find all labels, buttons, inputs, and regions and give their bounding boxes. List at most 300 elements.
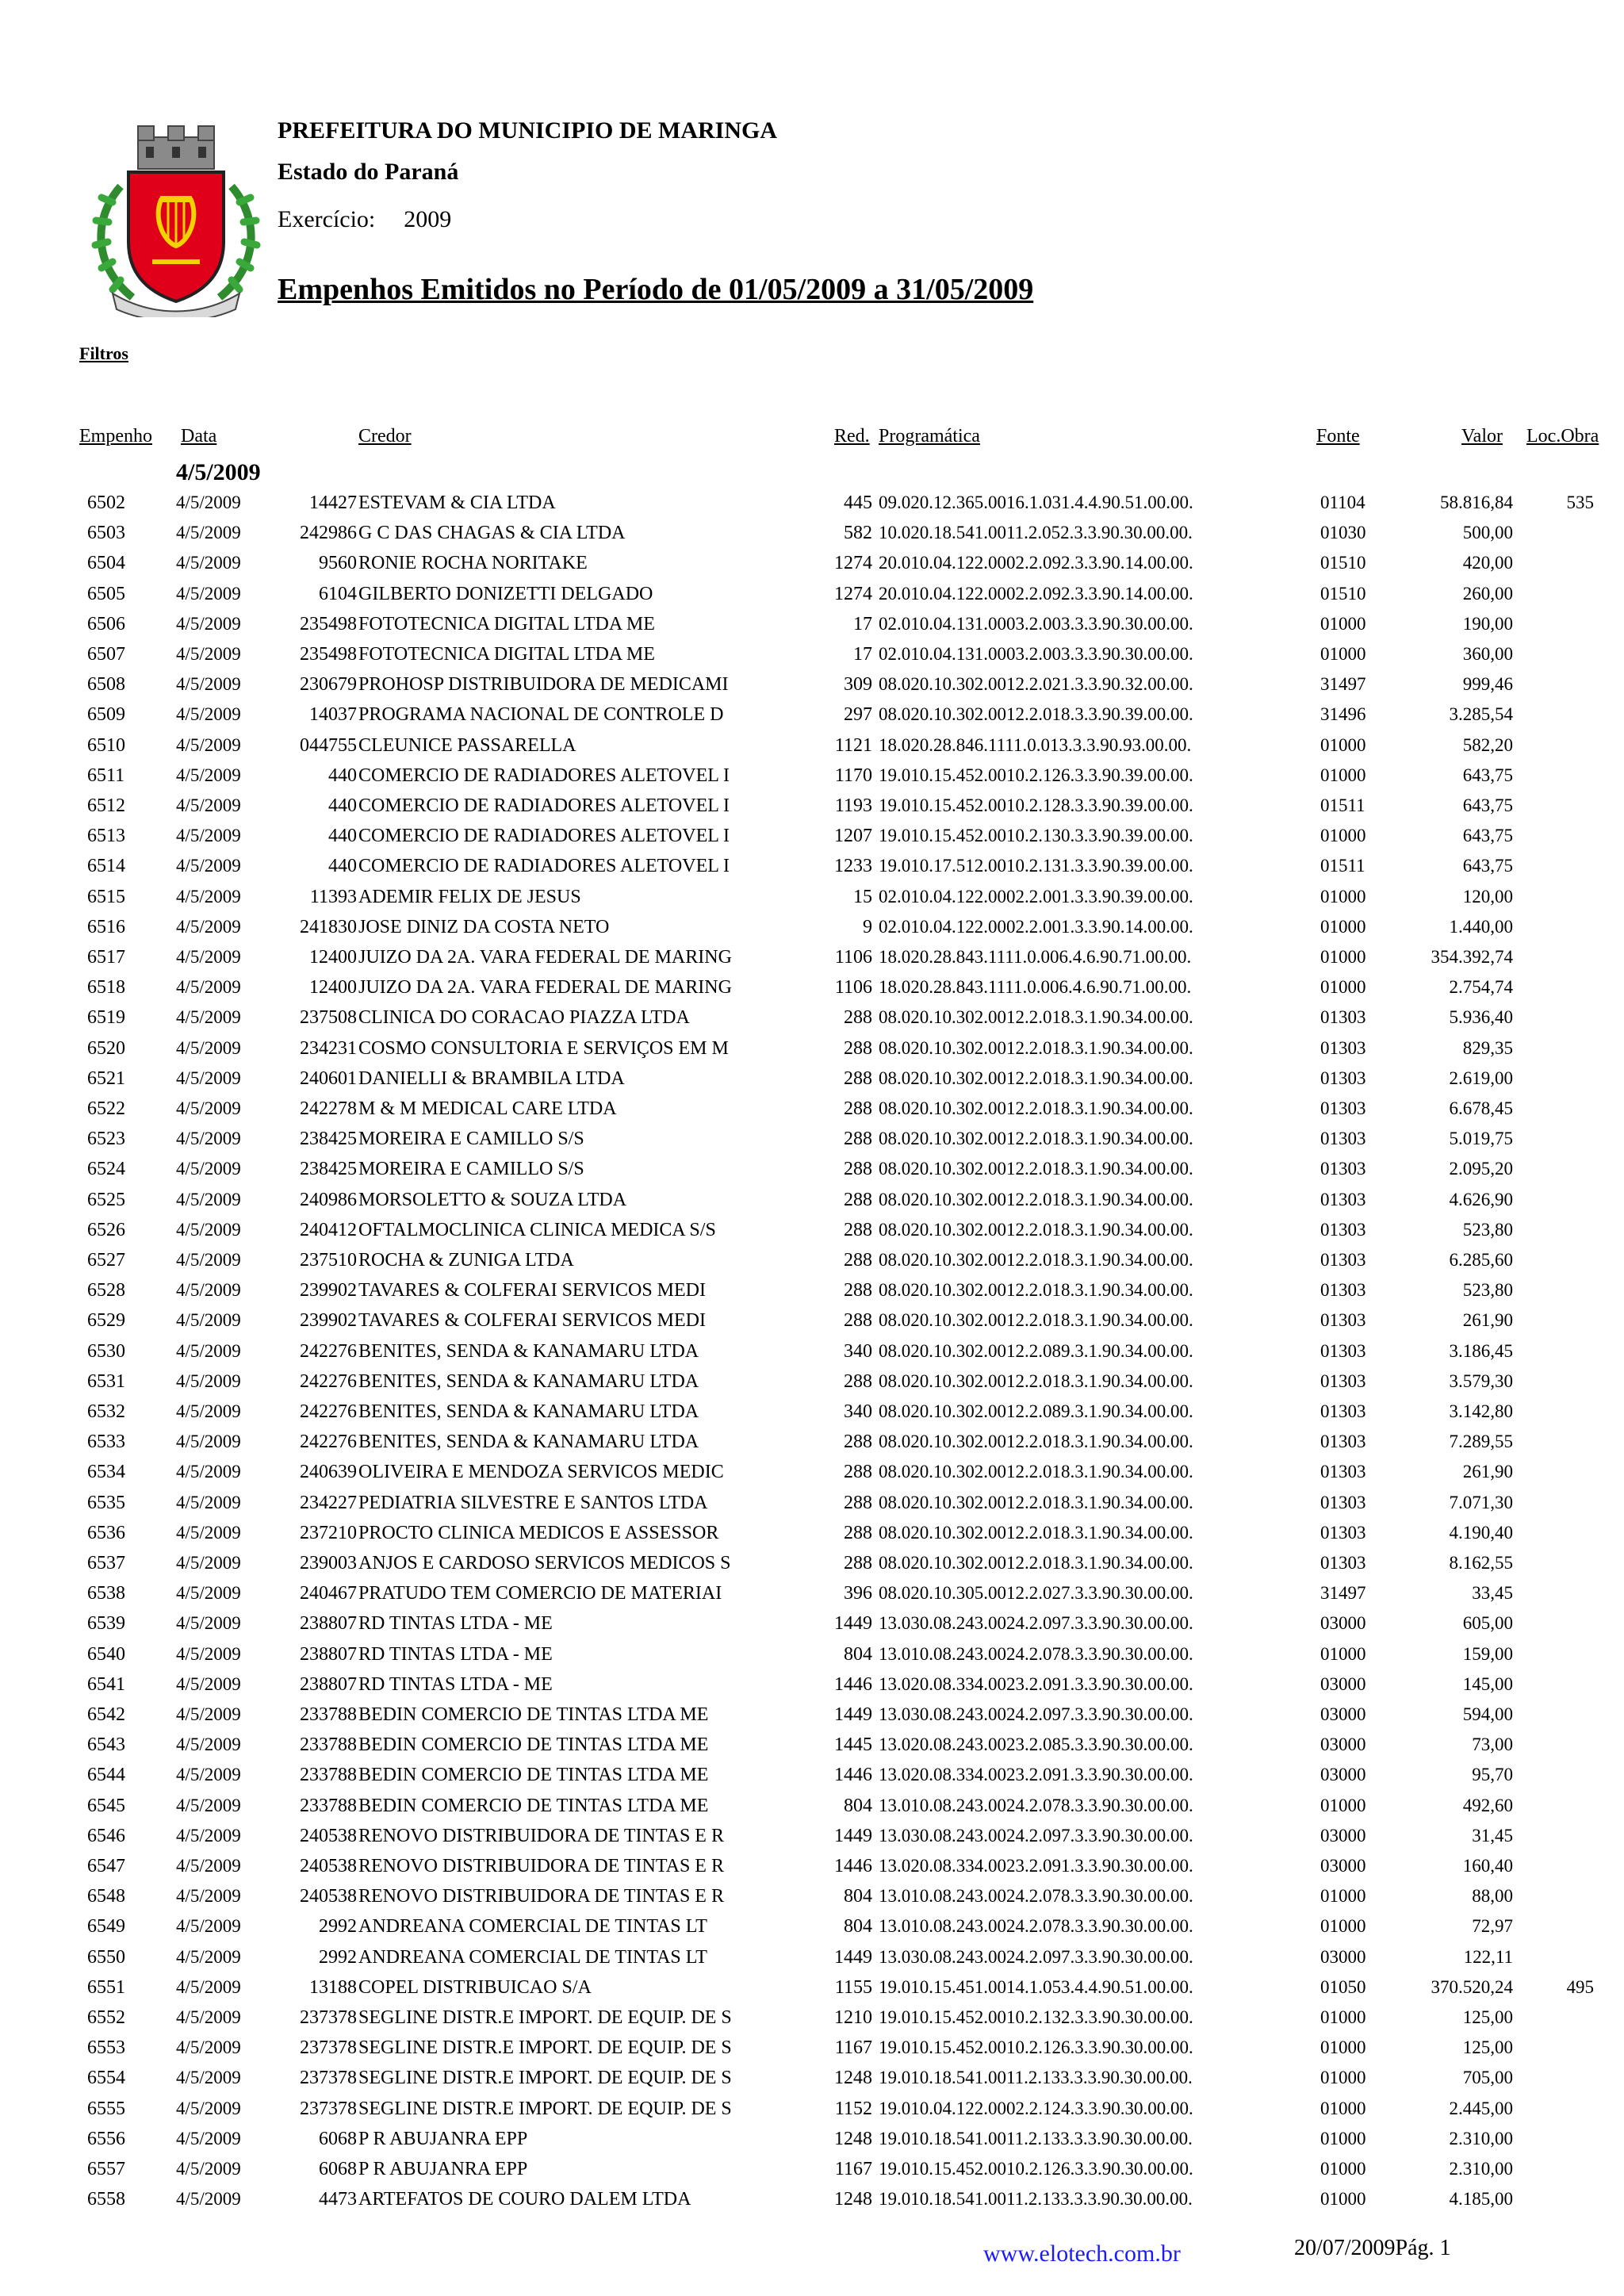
valor-amount: 2.754,74 <box>1449 977 1513 998</box>
table-row <box>0 611 1624 641</box>
valor-amount: 500,00 <box>1462 523 1513 543</box>
empenho-date: 4/5/2009 <box>176 1037 241 1058</box>
programatica-code: 13.010.08.243.0024.2.078.3.3.90.30.00.00. <box>879 1643 1193 1664</box>
empenho-number: 6556 <box>87 2128 125 2149</box>
valor-amount: 95,70 <box>1472 1765 1513 1785</box>
programatica-code: 08.020.10.302.0012.2.018.3.1.90.34.00.00. <box>879 1068 1193 1088</box>
fonte-code: 01303 <box>1320 1432 1366 1452</box>
empenho-number: 6513 <box>87 826 125 847</box>
table-row <box>0 1398 1624 1428</box>
red-code: 1449 <box>834 1704 872 1725</box>
credor-code: 238807 <box>300 1673 357 1695</box>
table-row <box>0 914 1624 944</box>
credor-code: 4473 <box>319 2189 357 2210</box>
fonte-code: 01000 <box>1320 947 1366 967</box>
table-row <box>0 2186 1624 2216</box>
fonte-code: 01303 <box>1320 1401 1366 1421</box>
credor-code: 239003 <box>300 1553 357 1573</box>
empenho-number: 6514 <box>87 856 125 877</box>
empenho-number: 6552 <box>87 2007 125 2028</box>
red-code: 288 <box>844 1250 872 1271</box>
empenho-date: 4/5/2009 <box>176 1219 241 1240</box>
table-row <box>0 1277 1624 1307</box>
empenho-date: 4/5/2009 <box>176 1280 241 1301</box>
credor-code: 2992 <box>319 1916 357 1938</box>
table-row <box>0 1156 1624 1186</box>
empenho-date: 4/5/2009 <box>176 1129 241 1149</box>
empenho-number: 6510 <box>87 734 125 756</box>
empenho-number: 6531 <box>87 1370 125 1392</box>
red-code: 288 <box>844 1310 872 1332</box>
valor-amount: 492,60 <box>1462 1795 1513 1815</box>
empenho-date: 4/5/2009 <box>176 523 241 543</box>
programatica-code: 13.010.08.243.0024.2.078.3.3.90.30.00.00. <box>879 1916 1193 1937</box>
credor-name: SEGLINE DISTR.E IMPORT. DE EQUIP. DE S <box>358 2037 732 2059</box>
fonte-code: 01303 <box>1320 1189 1366 1209</box>
fonte-code: 01303 <box>1320 1340 1366 1361</box>
table-row <box>0 671 1624 701</box>
table-row <box>0 1217 1624 1247</box>
red-code: 1155 <box>834 1976 872 1998</box>
fonte-code: 03000 <box>1320 1825 1366 1846</box>
credor-code: 237508 <box>300 1007 357 1029</box>
credor-code: 6068 <box>319 2128 357 2149</box>
credor-code: 235498 <box>300 644 357 665</box>
empenho-number: 6554 <box>87 2068 125 2089</box>
fonte-code: 01511 <box>1320 795 1365 815</box>
fonte-code: 01303 <box>1320 1098 1366 1118</box>
valor-amount: 705,00 <box>1462 2068 1513 2088</box>
col-header-data: Data <box>181 426 217 447</box>
red-code: 804 <box>844 1886 872 1907</box>
empenho-date: 4/5/2009 <box>176 1098 241 1118</box>
programatica-code: 13.020.08.334.0023.2.091.3.3.90.30.00.00. <box>879 1673 1193 1694</box>
red-code: 804 <box>844 1916 872 1938</box>
empenho-date: 4/5/2009 <box>176 1583 241 1604</box>
red-code: 288 <box>844 1432 872 1453</box>
empenho-date: 4/5/2009 <box>176 1068 241 1088</box>
empenho-date: 4/5/2009 <box>176 1553 241 1573</box>
programatica-code: 13.030.08.243.0024.2.097.3.3.90.30.00.00. <box>879 1946 1193 1967</box>
credor-name: PEDIATRIA SILVESTRE E SANTOS LTDA <box>358 1492 708 1513</box>
table-row <box>0 1520 1624 1550</box>
valor-amount: 5.019,75 <box>1449 1129 1513 1149</box>
table-row <box>0 1853 1624 1883</box>
valor-amount: 523,80 <box>1462 1280 1513 1301</box>
valor-amount: 4.185,00 <box>1449 2189 1513 2210</box>
fonte-code: 01000 <box>1320 1643 1366 1664</box>
fonte-code: 01030 <box>1320 523 1366 543</box>
table-row <box>0 581 1624 611</box>
credor-code: 238425 <box>300 1129 357 1150</box>
valor-amount: 2.445,00 <box>1449 2098 1513 2118</box>
programatica-code: 13.020.08.334.0023.2.091.3.3.90.30.00.00. <box>879 1765 1193 1785</box>
table-row <box>0 1489 1624 1520</box>
credor-code: 237378 <box>300 2098 357 2119</box>
credor-code: 230679 <box>300 674 357 696</box>
empenho-number: 6528 <box>87 1280 125 1301</box>
red-code: 1449 <box>834 1825 872 1846</box>
credor-code: 237378 <box>300 2068 357 2089</box>
credor-name: SEGLINE DISTR.E IMPORT. DE EQUIP. DE S <box>358 2098 732 2119</box>
programatica-code: 08.020.10.302.0012.2.018.3.1.90.34.00.00. <box>879 1159 1193 1179</box>
fonte-code: 03000 <box>1320 1765 1366 1785</box>
red-code: 1449 <box>834 1613 872 1635</box>
red-code: 1106 <box>834 947 872 968</box>
table-row <box>0 2004 1624 2034</box>
empenho-date: 4/5/2009 <box>176 583 241 604</box>
fonte-code: 01000 <box>1320 2128 1366 2148</box>
fiscal-year-label: Exercício: <box>278 206 376 232</box>
empenho-number: 6536 <box>87 1522 125 1543</box>
red-code: 1193 <box>834 795 872 816</box>
fonte-code: 01303 <box>1320 1280 1366 1301</box>
empenho-date: 4/5/2009 <box>176 1432 241 1452</box>
fonte-code: 01510 <box>1320 583 1366 604</box>
fonte-code: 31496 <box>1320 704 1366 725</box>
empenho-number: 6508 <box>87 674 125 696</box>
red-code: 1106 <box>834 977 872 999</box>
credor-name: BENITES, SENDA & KANAMARU LTDA <box>358 1340 699 1362</box>
red-code: 288 <box>844 1129 872 1150</box>
table-row <box>0 1823 1624 1853</box>
fonte-code: 01000 <box>1320 977 1366 998</box>
empenho-date: 4/5/2009 <box>176 704 241 725</box>
empenho-date: 4/5/2009 <box>176 1492 241 1512</box>
credor-code: 13188 <box>309 1976 357 1998</box>
programatica-code: 19.010.15.452.0010.2.126.3.3.90.39.00.00. <box>879 765 1193 785</box>
table-row <box>0 1610 1624 1640</box>
credor-name: MOREIRA E CAMILLO S/S <box>358 1159 584 1180</box>
fonte-code: 01303 <box>1320 1462 1366 1482</box>
valor-amount: 594,00 <box>1462 1704 1513 1724</box>
programatica-code: 13.030.08.243.0024.2.097.3.3.90.30.00.00. <box>879 1613 1193 1634</box>
programatica-code: 19.010.15.452.0010.2.130.3.3.90.39.00.00. <box>879 826 1193 846</box>
programatica-code: 13.020.08.334.0023.2.091.3.3.90.30.00.00. <box>879 1856 1193 1876</box>
valor-amount: 190,00 <box>1462 613 1513 634</box>
credor-code: 238807 <box>300 1643 357 1665</box>
credor-code: 440 <box>328 795 357 816</box>
credor-name: CLEUNICE PASSARELLA <box>358 734 576 756</box>
col-header-empenho: Empenho <box>79 426 152 447</box>
credor-name: P R ABUJANRA EPP <box>358 2128 528 2149</box>
credor-name: FOTOTECNICA DIGITAL LTDA ME <box>358 613 655 634</box>
empenho-date: 4/5/2009 <box>176 1401 241 1421</box>
credor-name: MORSOLETTO & SOUZA LTDA <box>358 1189 627 1210</box>
group-date-heading: 4/5/2009 <box>176 459 261 485</box>
empenho-number: 6557 <box>87 2159 125 2179</box>
footer-website-link[interactable]: www.elotech.com.br <box>983 2240 1181 2267</box>
valor-amount: 643,75 <box>1462 856 1513 876</box>
programatica-code: 18.020.28.843.1111.0.006.4.6.90.71.00.00. <box>879 977 1192 998</box>
empenho-number: 6541 <box>87 1673 125 1695</box>
valor-amount: 829,35 <box>1462 1037 1513 1058</box>
credor-code: 11393 <box>309 886 357 907</box>
programatica-code: 08.020.10.302.0012.2.018.3.1.90.34.00.00. <box>879 1522 1193 1543</box>
empenho-date: 4/5/2009 <box>176 1370 241 1391</box>
col-header-programatica: Programática <box>879 426 980 447</box>
empenho-date: 4/5/2009 <box>176 644 241 664</box>
red-code: 1445 <box>834 1734 872 1756</box>
valor-amount: 3.142,80 <box>1449 1401 1513 1421</box>
credor-name: CLINICA DO CORACAO PIAZZA LTDA <box>358 1007 690 1029</box>
empenho-number: 6538 <box>87 1583 125 1604</box>
credor-name: TAVARES & COLFERAI SERVICOS MEDI <box>358 1280 706 1301</box>
table-row <box>0 1307 1624 1337</box>
credor-name: DANIELLI & BRAMBILA LTDA <box>358 1068 625 1089</box>
table-row <box>0 1428 1624 1458</box>
fonte-code: 01000 <box>1320 886 1366 907</box>
credor-code: 240412 <box>300 1219 357 1240</box>
valor-amount: 2.619,00 <box>1449 1068 1513 1088</box>
empenho-number: 6540 <box>87 1643 125 1665</box>
credor-name: BEDIN COMERCIO DE TINTAS LTDA ME <box>358 1734 709 1756</box>
credor-code: 14037 <box>309 704 357 726</box>
empenho-number: 6532 <box>87 1401 125 1422</box>
credor-name: RONIE ROCHA NORITAKE <box>358 553 588 574</box>
fonte-code: 31497 <box>1320 1583 1366 1604</box>
table-row <box>0 519 1624 550</box>
credor-code: 6104 <box>319 583 357 604</box>
empenho-date: 4/5/2009 <box>176 977 241 998</box>
credor-code: 240538 <box>300 1886 357 1907</box>
credor-code: 240986 <box>300 1189 357 1210</box>
red-code: 1121 <box>834 734 872 756</box>
credor-code: 233788 <box>300 1795 357 1816</box>
table-row <box>0 1761 1624 1792</box>
credor-name: RD TINTAS LTDA - ME <box>358 1613 553 1635</box>
table-row <box>0 792 1624 822</box>
credor-name: PROGRAMA NACIONAL DE CONTROLE D <box>358 704 724 726</box>
valor-amount: 354.392,74 <box>1431 947 1513 967</box>
valor-amount: 58.816,84 <box>1440 493 1513 512</box>
fonte-code: 01303 <box>1320 1068 1366 1088</box>
red-code: 1446 <box>834 1765 872 1786</box>
red-code: 396 <box>844 1583 872 1604</box>
programatica-code: 19.010.04.122.0002.2.124.3.3.90.30.00.00. <box>879 2098 1193 2118</box>
credor-name: BEDIN COMERCIO DE TINTAS LTDA ME <box>358 1704 709 1725</box>
credor-code: 241830 <box>300 916 357 937</box>
credor-code: 235498 <box>300 613 357 634</box>
empenho-number: 6519 <box>87 1007 125 1029</box>
empenho-date: 4/5/2009 <box>176 1734 241 1755</box>
fonte-code: 03000 <box>1320 1734 1366 1755</box>
red-code: 340 <box>844 1401 872 1422</box>
red-code: 1274 <box>834 583 872 604</box>
programatica-code: 13.010.08.243.0024.2.078.3.3.90.30.00.00. <box>879 1795 1193 1815</box>
credor-code: 12400 <box>309 977 357 999</box>
valor-amount: 2.310,00 <box>1449 2159 1513 2179</box>
empenho-date: 4/5/2009 <box>176 2128 241 2148</box>
empenho-date: 4/5/2009 <box>176 886 241 907</box>
fonte-code: 01303 <box>1320 1219 1366 1240</box>
red-code: 1248 <box>834 2068 872 2089</box>
empenho-number: 6553 <box>87 2037 125 2059</box>
fonte-code: 01303 <box>1320 1007 1366 1028</box>
empenho-number: 6547 <box>87 1856 125 1876</box>
valor-amount: 605,00 <box>1462 1613 1513 1634</box>
loc-obra: 535 <box>1566 493 1594 512</box>
empenho-number: 6555 <box>87 2098 125 2119</box>
empenho-date: 4/5/2009 <box>176 1007 241 1028</box>
red-code: 1167 <box>834 2159 872 2179</box>
credor-code: 440 <box>328 765 357 786</box>
credor-code: 2992 <box>319 1946 357 1968</box>
credor-code: 240601 <box>300 1068 357 1089</box>
credor-code: 233788 <box>300 1765 357 1786</box>
fonte-code: 01000 <box>1320 1916 1366 1937</box>
empenho-number: 6523 <box>87 1129 125 1150</box>
credor-name: PROCTO CLINICA MEDICOS E ASSESSOR <box>358 1522 719 1543</box>
valor-amount: 3.285,54 <box>1449 704 1513 725</box>
credor-code: 242278 <box>300 1098 357 1119</box>
fonte-code: 01303 <box>1320 1522 1366 1543</box>
empenho-number: 6522 <box>87 1098 125 1119</box>
credor-name: GILBERTO DONIZETTI DELGADO <box>358 583 653 604</box>
valor-amount: 6.678,45 <box>1449 1098 1513 1118</box>
fonte-code: 01510 <box>1320 553 1366 573</box>
empenho-number: 6529 <box>87 1310 125 1332</box>
credor-name: ROCHA & ZUNIGA LTDA <box>358 1250 574 1271</box>
table-row <box>0 1792 1624 1823</box>
programatica-code: 08.020.10.302.0012.2.021.3.3.90.32.00.00. <box>879 674 1193 695</box>
credor-code: 233788 <box>300 1734 357 1756</box>
programatica-code: 19.010.15.452.0010.2.126.3.3.90.30.00.00. <box>879 2037 1193 2058</box>
table-row <box>0 2034 1624 2064</box>
empenho-number: 6502 <box>87 493 125 513</box>
fonte-code: 31497 <box>1320 674 1366 695</box>
col-header-red: Red. <box>834 426 870 447</box>
empenho-date: 4/5/2009 <box>176 1250 241 1270</box>
empenho-date: 4/5/2009 <box>176 856 241 876</box>
credor-name: RENOVO DISTRIBUIDORA DE TINTAS E R <box>358 1825 724 1846</box>
valor-amount: 125,00 <box>1462 2007 1513 2027</box>
red-code: 288 <box>844 1280 872 1301</box>
empenho-number: 6534 <box>87 1462 125 1483</box>
fonte-code: 01000 <box>1320 2037 1366 2058</box>
table-row <box>0 489 1624 519</box>
table-row <box>0 1701 1624 1731</box>
valor-amount: 6.285,60 <box>1449 1250 1513 1270</box>
empenho-date: 4/5/2009 <box>176 1189 241 1209</box>
programatica-code: 08.020.10.302.0012.2.018.3.1.90.34.00.00. <box>879 1098 1193 1118</box>
valor-amount: 4.190,40 <box>1449 1522 1513 1543</box>
table-row <box>0 732 1624 762</box>
credor-name: BENITES, SENDA & KANAMARU LTDA <box>358 1432 699 1453</box>
fonte-code: 01511 <box>1320 856 1365 876</box>
valor-amount: 7.289,55 <box>1449 1432 1513 1452</box>
empenho-number: 6520 <box>87 1037 125 1059</box>
red-code: 1248 <box>834 2128 872 2149</box>
credor-name: JUIZO DA 2A. VARA FEDERAL DE MARING <box>358 947 732 968</box>
fonte-code: 01000 <box>1320 2159 1366 2179</box>
state-name: Estado do Paraná <box>278 159 459 185</box>
valor-amount: 160,40 <box>1462 1856 1513 1876</box>
valor-amount: 999,46 <box>1462 674 1513 695</box>
empenho-date: 4/5/2009 <box>176 795 241 815</box>
red-code: 1167 <box>834 2037 872 2059</box>
programatica-code: 20.010.04.122.0002.2.092.3.3.90.14.00.00. <box>879 553 1193 573</box>
table-row <box>0 1671 1624 1701</box>
credor-name: COSMO CONSULTORIA E SERVIÇOS EM M <box>358 1037 729 1059</box>
empenho-number: 6507 <box>87 644 125 665</box>
red-code: 804 <box>844 1795 872 1816</box>
programatica-code: 19.010.15.451.0014.1.053.4.4.90.51.00.00. <box>879 1976 1193 1997</box>
credor-code: 12400 <box>309 947 357 968</box>
valor-amount: 145,00 <box>1462 1673 1513 1694</box>
programatica-code: 08.020.10.302.0012.2.018.3.1.90.34.00.00. <box>879 1553 1193 1573</box>
programatica-code: 20.010.04.122.0002.2.092.3.3.90.14.00.00. <box>879 583 1193 604</box>
empenho-date: 4/5/2009 <box>176 2159 241 2179</box>
organization-name: PREFEITURA DO MUNICIPIO DE MARINGA <box>278 117 778 144</box>
credor-code: 242276 <box>300 1370 357 1392</box>
credor-code: 240538 <box>300 1856 357 1876</box>
table-row <box>0 1883 1624 1913</box>
table-row <box>0 1641 1624 1671</box>
empenho-date: 4/5/2009 <box>176 1613 241 1634</box>
table-row <box>0 1338 1624 1368</box>
empenho-number: 6535 <box>87 1492 125 1513</box>
credor-name: COMERCIO DE RADIADORES ALETOVEL I <box>358 826 730 847</box>
credor-name: BEDIN COMERCIO DE TINTAS LTDA ME <box>358 1795 709 1816</box>
credor-name: RENOVO DISTRIBUIDORA DE TINTAS E R <box>358 1886 724 1907</box>
valor-amount: 72,97 <box>1472 1916 1513 1937</box>
table-row <box>0 2064 1624 2095</box>
empenho-date: 4/5/2009 <box>176 1976 241 1997</box>
fonte-code: 03000 <box>1320 1704 1366 1724</box>
programatica-code: 08.020.10.302.0012.2.018.3.1.90.34.00.00. <box>879 1037 1193 1058</box>
programatica-code: 18.020.28.846.1111.0.013.3.3.90.93.00.00. <box>879 734 1192 755</box>
table-row <box>0 1550 1624 1580</box>
table-row <box>0 1974 1624 2004</box>
credor-name: PRATUDO TEM COMERCIO DE MATERIAI <box>358 1583 722 1604</box>
valor-amount: 88,00 <box>1472 1886 1513 1907</box>
programatica-code: 19.010.15.452.0010.2.126.3.3.90.30.00.00. <box>879 2159 1193 2179</box>
empenho-number: 6550 <box>87 1946 125 1968</box>
credor-code: 440 <box>328 826 357 847</box>
credor-code: 238425 <box>300 1159 357 1180</box>
red-code: 288 <box>844 1037 872 1059</box>
fonte-code: 01000 <box>1320 2098 1366 2118</box>
credor-code: 242276 <box>300 1401 357 1422</box>
fonte-code: 03000 <box>1320 1673 1366 1694</box>
fonte-code: 01050 <box>1320 1976 1366 1997</box>
red-code: 1233 <box>834 856 872 877</box>
empenho-date: 4/5/2009 <box>176 765 241 785</box>
empenho-number: 6516 <box>87 916 125 937</box>
empenho-number: 6517 <box>87 947 125 968</box>
red-code: 582 <box>844 523 872 544</box>
valor-amount: 2.310,00 <box>1449 2128 1513 2148</box>
empenho-number: 6518 <box>87 977 125 999</box>
empenho-number: 6543 <box>87 1734 125 1756</box>
fonte-code: 01303 <box>1320 1037 1366 1058</box>
red-code: 445 <box>844 493 872 513</box>
empenho-number: 6548 <box>87 1886 125 1907</box>
programatica-code: 08.020.10.302.0012.2.089.3.1.90.34.00.00. <box>879 1340 1193 1361</box>
table-row <box>0 2156 1624 2186</box>
programatica-code: 08.020.10.305.0012.2.027.3.3.90.30.00.00. <box>879 1583 1193 1604</box>
table-row <box>0 822 1624 853</box>
valor-amount: 370.520,24 <box>1431 1976 1513 1997</box>
red-code: 288 <box>844 1462 872 1483</box>
red-code: 288 <box>844 1553 872 1573</box>
red-code: 340 <box>844 1340 872 1362</box>
fonte-code: 01104 <box>1320 493 1365 512</box>
empenho-number: 6524 <box>87 1159 125 1180</box>
credor-code: 240467 <box>300 1583 357 1604</box>
fonte-code: 01303 <box>1320 1310 1366 1331</box>
